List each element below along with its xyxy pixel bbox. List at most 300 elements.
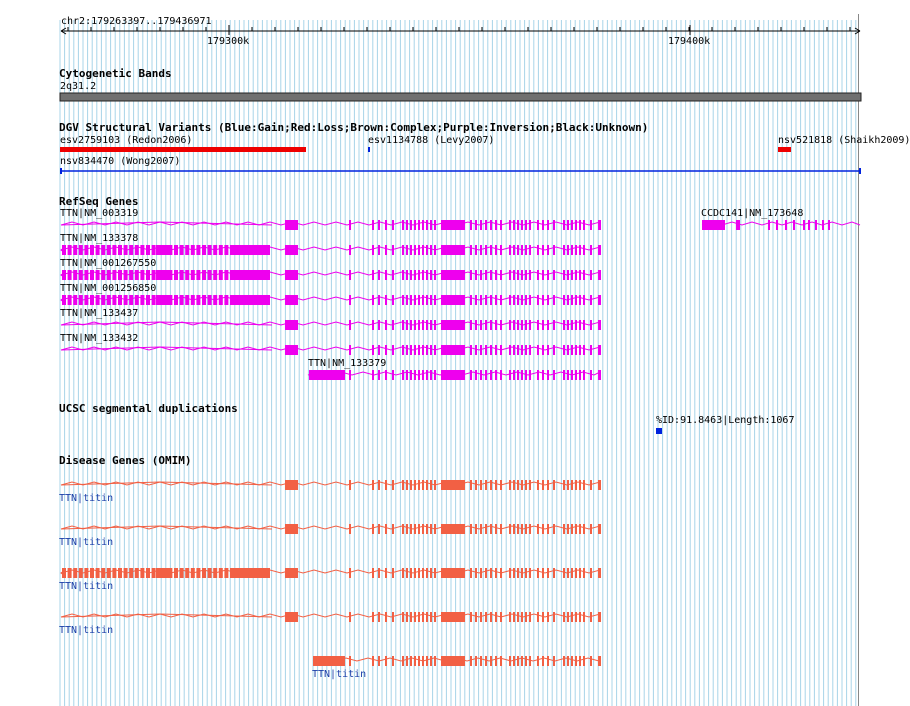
exon: [112, 295, 116, 305]
exon: [135, 295, 139, 305]
exon: [410, 220, 412, 230]
exon: [422, 295, 424, 305]
refseq-label-nm133379[interactable]: TTN|NM_133379: [308, 358, 387, 369]
exon: [426, 656, 428, 666]
exon: [567, 245, 569, 255]
exon: [202, 245, 206, 255]
exon: [590, 612, 592, 622]
exon: [470, 612, 472, 622]
exon: [402, 345, 404, 355]
exon: [575, 524, 577, 534]
exon: [406, 320, 408, 330]
exon: [525, 320, 527, 330]
exon: [191, 270, 195, 280]
refseq-label-nm133432[interactable]: TTN|NM_133432: [60, 333, 139, 344]
exon: [598, 568, 601, 578]
exon: [418, 270, 420, 280]
exon: [547, 295, 549, 305]
exon: [140, 295, 144, 305]
omim-label-1[interactable]: TTN|titin: [59, 493, 114, 504]
exon: [426, 320, 428, 330]
exon: [392, 295, 394, 305]
exon: [378, 612, 380, 622]
exon: [563, 320, 565, 330]
exon: [575, 320, 577, 330]
exon: [598, 612, 601, 622]
exon: [101, 245, 105, 255]
exon: [208, 568, 212, 578]
exon: [537, 320, 539, 330]
exon: [372, 568, 374, 578]
exon: [90, 245, 94, 255]
exon: [410, 524, 412, 534]
refseq-label-nm001256850[interactable]: TTN|NM_001256850: [60, 283, 157, 294]
exon: [414, 524, 416, 534]
exon: [563, 524, 565, 534]
exon: [736, 220, 740, 230]
exon: [372, 245, 374, 255]
exon: [196, 245, 200, 255]
exon: [542, 480, 544, 490]
exon: [406, 220, 408, 230]
exon: [156, 295, 170, 305]
exon: [575, 480, 577, 490]
omim-label-4[interactable]: TTN|titin: [59, 625, 114, 636]
exon: [372, 345, 374, 355]
dgv-esv1134788-bar: [368, 147, 370, 152]
exon: [525, 656, 527, 666]
exon: [553, 370, 555, 380]
exon: [563, 370, 565, 380]
exon: [500, 370, 502, 380]
exon: [378, 370, 380, 380]
exon: [547, 612, 549, 622]
exon: [219, 245, 223, 255]
exon: [90, 295, 94, 305]
exon: [529, 220, 531, 230]
exon: [129, 295, 133, 305]
exon: [563, 345, 565, 355]
exon: [68, 245, 72, 255]
exon: [485, 612, 487, 622]
exon: [372, 220, 374, 230]
exon: [567, 345, 569, 355]
exon: [542, 656, 544, 666]
exon: [410, 568, 412, 578]
exon: [185, 295, 189, 305]
exon: [793, 220, 795, 230]
exon: [485, 656, 487, 666]
exon: [392, 220, 394, 230]
exon: [567, 370, 569, 380]
exon: [500, 220, 502, 230]
exon: [84, 568, 88, 578]
exon: [414, 480, 416, 490]
exon: [480, 480, 482, 490]
exon: [285, 295, 298, 305]
exon: [146, 270, 150, 280]
exon: [285, 320, 298, 330]
exon: [372, 320, 374, 330]
dgv-nsv521818-bar: [778, 147, 791, 152]
exon: [79, 568, 83, 578]
exon: [406, 345, 408, 355]
exon: [509, 245, 511, 255]
exon: [385, 370, 387, 380]
intron-line: [702, 222, 860, 225]
exon: [815, 220, 817, 230]
exon: [553, 524, 555, 534]
exon: [490, 270, 492, 280]
exon: [495, 245, 497, 255]
exon: [124, 245, 128, 255]
exon: [547, 320, 549, 330]
exon: [521, 295, 523, 305]
exon: [418, 612, 420, 622]
exon: [495, 612, 497, 622]
exon: [513, 524, 515, 534]
exon: [509, 270, 511, 280]
exon: [513, 480, 515, 490]
exon: [583, 270, 585, 280]
cyto-band-label: 2q31.2: [60, 81, 97, 92]
exon: [434, 245, 436, 255]
exon: [140, 568, 144, 578]
exon: [563, 295, 565, 305]
exon: [542, 568, 544, 578]
omim-label-5[interactable]: TTN|titin: [312, 669, 367, 680]
exon: [598, 524, 601, 534]
exon: [112, 568, 116, 578]
exon: [598, 220, 601, 230]
exon: [598, 270, 601, 280]
exon: [129, 270, 133, 280]
exon: [475, 245, 477, 255]
exon: [124, 295, 128, 305]
exon: [547, 524, 549, 534]
exon: [422, 612, 424, 622]
dgv-label-esv1134788[interactable]: esv1134788 (Levy2007): [368, 135, 495, 146]
exon: [583, 568, 585, 578]
exon: [571, 270, 573, 280]
refseq-label-nm133437[interactable]: TTN|NM_133437: [60, 308, 139, 319]
exon: [430, 320, 432, 330]
exon: [441, 480, 465, 490]
exon: [579, 245, 581, 255]
exon: [571, 480, 573, 490]
exon: [490, 612, 492, 622]
exon: [418, 320, 420, 330]
exon: [583, 295, 585, 305]
exon: [426, 370, 428, 380]
exon: [553, 220, 555, 230]
exon: [579, 295, 581, 305]
exon: [180, 245, 184, 255]
exon: [62, 270, 66, 280]
exon: [490, 524, 492, 534]
exon: [349, 220, 351, 230]
exon: [542, 270, 544, 280]
exon: [422, 270, 424, 280]
exon: [84, 270, 88, 280]
exon: [590, 656, 592, 666]
exon: [191, 245, 195, 255]
exon: [470, 480, 472, 490]
exon: [525, 568, 527, 578]
track-title-omim: Disease Genes (OMIM): [59, 454, 192, 467]
exon: [509, 480, 511, 490]
exon: [495, 370, 497, 380]
exon: [313, 656, 345, 666]
exon: [410, 245, 412, 255]
exon: [414, 370, 416, 380]
exon: [571, 295, 573, 305]
exon: [285, 568, 298, 578]
exon: [490, 656, 492, 666]
exon: [385, 345, 387, 355]
exon: [571, 245, 573, 255]
exon: [590, 524, 592, 534]
exon: [349, 568, 351, 578]
refseq-label-nm133378[interactable]: TTN|NM_133378: [60, 233, 139, 244]
exon: [470, 270, 472, 280]
exon: [406, 568, 408, 578]
exon: [575, 220, 577, 230]
exon: [135, 270, 139, 280]
exon: [422, 524, 424, 534]
exon: [571, 568, 573, 578]
exon: [152, 295, 156, 305]
exon: [101, 295, 105, 305]
exon: [525, 270, 527, 280]
exon: [590, 480, 592, 490]
exon: [430, 245, 432, 255]
exon: [426, 295, 428, 305]
exon: [402, 568, 404, 578]
exon: [68, 295, 72, 305]
exon: [68, 270, 72, 280]
exon: [598, 320, 601, 330]
exon: [73, 245, 77, 255]
exon: [392, 345, 394, 355]
exon: [309, 370, 345, 380]
segdup-label[interactable]: %ID:91.8463|Length:1067: [656, 415, 795, 426]
exon: [517, 480, 519, 490]
exon: [372, 270, 374, 280]
exon: [776, 220, 778, 230]
exon: [392, 480, 394, 490]
exon: [219, 295, 223, 305]
exon: [553, 270, 555, 280]
exon: [124, 270, 128, 280]
refseq-label-nm003319[interactable]: TTN|NM_003319: [60, 208, 139, 219]
exon: [146, 245, 150, 255]
ruler-tick-179300k: 179300k: [207, 36, 250, 47]
exon: [480, 320, 482, 330]
dgv-label-esv2759103[interactable]: esv2759103 (Redon2006): [60, 135, 193, 146]
exon: [475, 295, 477, 305]
exon: [525, 245, 527, 255]
exon: [441, 295, 465, 305]
exon: [191, 568, 195, 578]
exon: [90, 270, 94, 280]
exon: [529, 656, 531, 666]
exon: [378, 480, 380, 490]
dgv-label-nsv521818[interactable]: nsv521818 (Shaikh2009): [778, 135, 910, 146]
exon: [101, 568, 105, 578]
exon: [434, 656, 436, 666]
exon: [422, 220, 424, 230]
exon: [410, 295, 412, 305]
exon: [434, 295, 436, 305]
exon: [101, 270, 105, 280]
omim-label-2[interactable]: TTN|titin: [59, 537, 114, 548]
exon: [392, 612, 394, 622]
exon: [509, 524, 511, 534]
exon: [441, 370, 465, 380]
refseq-label-ccdc141[interactable]: CCDC141|NM_173648: [701, 208, 804, 219]
exon: [191, 295, 195, 305]
exon: [490, 295, 492, 305]
exon: [232, 295, 270, 305]
segdup-feature: [656, 428, 662, 434]
exon: [422, 370, 424, 380]
exon: [414, 612, 416, 622]
exon: [579, 320, 581, 330]
exon: [490, 245, 492, 255]
exon: [495, 270, 497, 280]
exon: [500, 480, 502, 490]
exon: [500, 320, 502, 330]
exon: [430, 270, 432, 280]
exon: [495, 524, 497, 534]
exon: [571, 370, 573, 380]
exon: [567, 295, 569, 305]
exon: [378, 524, 380, 534]
exon: [402, 480, 404, 490]
exon: [495, 656, 497, 666]
exon: [349, 370, 351, 380]
exon: [414, 568, 416, 578]
exon: [495, 568, 497, 578]
exon: [475, 568, 477, 578]
exon: [583, 220, 585, 230]
exon: [598, 656, 601, 666]
exon: [422, 345, 424, 355]
exon: [567, 568, 569, 578]
exon: [232, 568, 270, 578]
omim-label-3[interactable]: TTN|titin: [59, 581, 114, 592]
exon: [68, 568, 72, 578]
exon: [202, 295, 206, 305]
exon: [430, 524, 432, 534]
exon: [571, 524, 573, 534]
exon: [285, 612, 298, 622]
exon: [402, 524, 404, 534]
exon: [430, 612, 432, 622]
exon: [547, 345, 549, 355]
exon: [547, 480, 549, 490]
exon: [232, 245, 270, 255]
exon: [513, 220, 515, 230]
exon: [590, 320, 592, 330]
exon: [385, 220, 387, 230]
exon: [529, 245, 531, 255]
exon: [521, 656, 523, 666]
exon: [525, 480, 527, 490]
exon: [180, 568, 184, 578]
exon: [402, 295, 404, 305]
cyto-band-bar: [60, 93, 861, 101]
dgv-label-nsv834470[interactable]: nsv834470 (Wong2007): [60, 156, 181, 167]
exon: [485, 220, 487, 230]
exon: [529, 568, 531, 578]
exon: [402, 612, 404, 622]
exon: [575, 370, 577, 380]
exon: [485, 270, 487, 280]
exon: [768, 220, 770, 230]
exon: [547, 270, 549, 280]
exon: [500, 345, 502, 355]
exon: [517, 612, 519, 622]
exon: [185, 245, 189, 255]
exon: [475, 320, 477, 330]
exon: [418, 370, 420, 380]
exon: [521, 370, 523, 380]
exon: [392, 524, 394, 534]
exon: [537, 220, 539, 230]
exon: [485, 480, 487, 490]
exon: [553, 345, 555, 355]
exon: [196, 270, 200, 280]
exon: [213, 295, 217, 305]
exon: [517, 568, 519, 578]
exon: [563, 220, 565, 230]
exon: [208, 245, 212, 255]
exon: [349, 612, 351, 622]
exon: [90, 568, 94, 578]
exon: [542, 524, 544, 534]
exon: [174, 245, 178, 255]
exon: [180, 270, 184, 280]
exon: [441, 568, 465, 578]
exon: [285, 270, 298, 280]
exon: [537, 612, 539, 622]
exon: [107, 270, 111, 280]
exon: [224, 568, 228, 578]
exon: [349, 480, 351, 490]
exon: [553, 320, 555, 330]
exon: [521, 245, 523, 255]
exon: [537, 370, 539, 380]
exon: [372, 480, 374, 490]
exon: [208, 295, 212, 305]
exon: [426, 245, 428, 255]
exon: [529, 480, 531, 490]
exon: [513, 320, 515, 330]
exon: [378, 295, 380, 305]
exon: [475, 480, 477, 490]
exon: [180, 295, 184, 305]
exon: [529, 345, 531, 355]
exon: [410, 270, 412, 280]
refseq-label-nm001267550[interactable]: TTN|NM_001267550: [60, 258, 157, 269]
exon: [129, 568, 133, 578]
exon: [537, 245, 539, 255]
exon: [410, 612, 412, 622]
exon: [500, 295, 502, 305]
exon: [598, 370, 601, 380]
